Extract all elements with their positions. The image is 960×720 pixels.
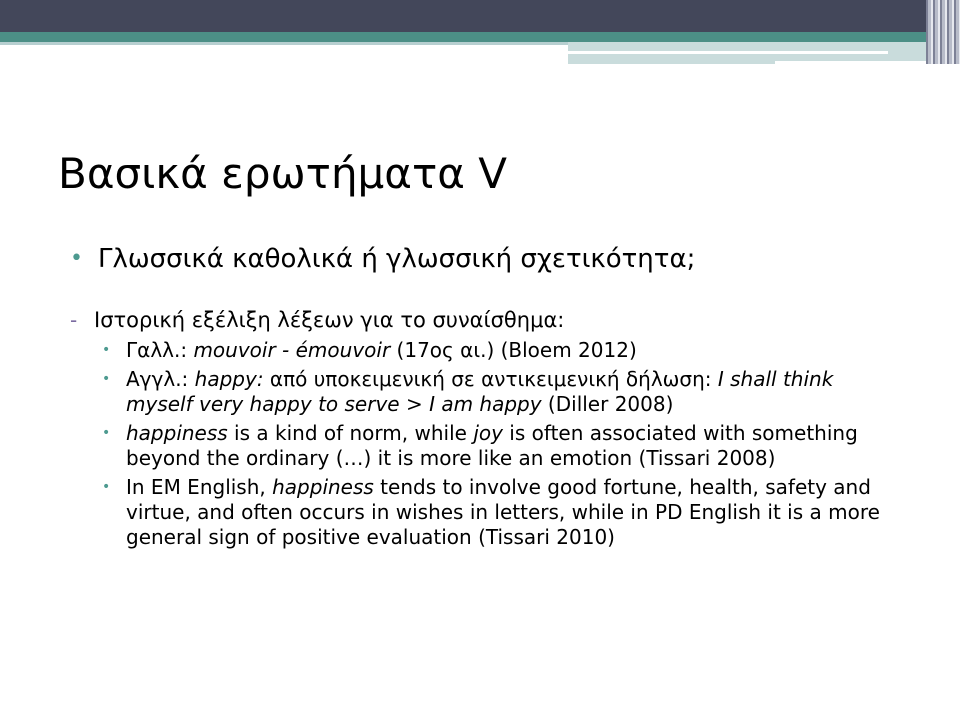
header-band-teal (0, 32, 960, 42)
bullet-dot-icon: • (70, 246, 83, 271)
bullet-level-2 (70, 306, 930, 334)
bullet-dot-icon: • (102, 425, 111, 441)
slide-title: Βασικά ερωτήματα V (58, 149, 508, 198)
list-item (102, 421, 930, 471)
list-item-text: Αγγλ.: happy: από υποκειμενική σε αντικειμενική δήλωση: I shall think myself very happy to serve > I am happy (Diller 2008) (126, 367, 834, 416)
bullet-dot-icon: • (102, 342, 111, 358)
list-item (102, 475, 930, 550)
slide-body (70, 242, 930, 554)
sub-bullet-text: Ιστορική εξέλιξη λέξεων για το συναίσθημα: (94, 308, 565, 332)
header-band-dark (0, 0, 960, 32)
bullet-text: Γλωσσικά καθολικά ή γλωσσική σχετικότητα; (98, 244, 696, 274)
list-item-text: happiness is a kind of norm, while joy is often associated with something beyond the ordinary (…) it is more like an emotion (Tissari 2008) (126, 421, 858, 470)
bullet-list-level-3 (70, 338, 930, 550)
header-band-gap (568, 51, 888, 54)
header-band-line (0, 42, 570, 45)
bullet-dot-icon: • (102, 371, 111, 387)
bullet-level-1 (70, 242, 930, 276)
dash-bullet-icon: - (70, 308, 78, 332)
list-item-text: Γαλλ.: mouvoir - émouvoir (17ος αι.) (Bloem 2012) (126, 338, 637, 362)
list-item (102, 338, 930, 363)
list-item-text: In EM English, happiness tends to involve good fortune, health, safety and virtue, and often occurs in wishes in letters, while in PD English it is a more general sign of positive evaluation (Tissari 2010) (126, 475, 880, 549)
bullet-dot-icon: • (102, 479, 111, 495)
header-stripes (926, 0, 960, 64)
list-item (102, 367, 930, 417)
